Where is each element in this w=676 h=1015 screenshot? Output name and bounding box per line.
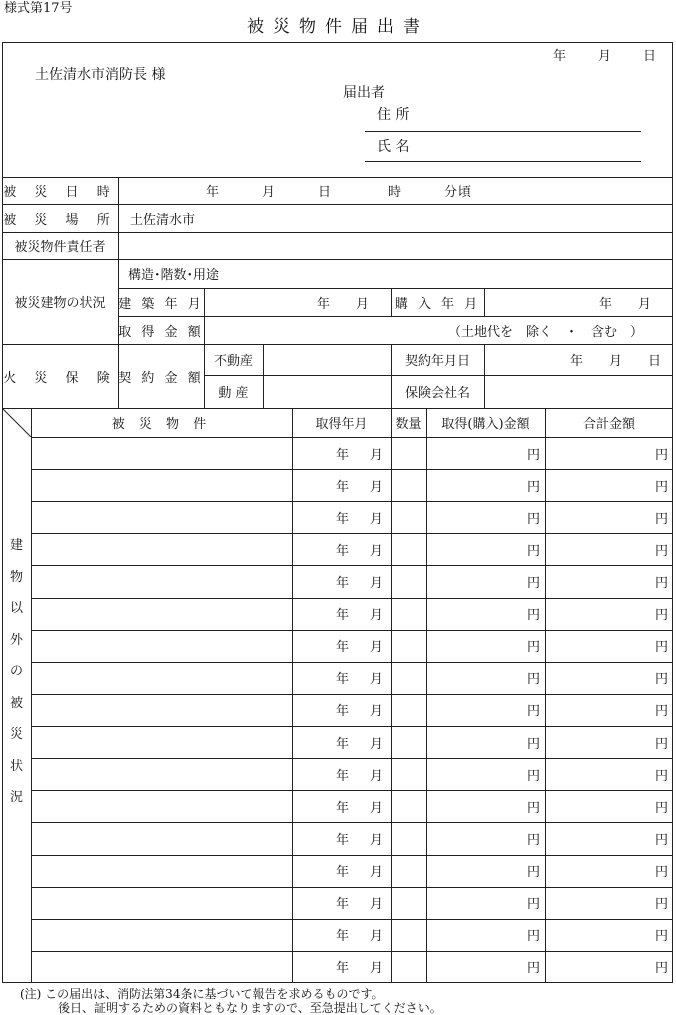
acquired-cell[interactable]: 年 月 bbox=[335, 543, 387, 559]
price-cell[interactable]: 円 bbox=[526, 865, 540, 881]
price-cell[interactable]: 円 bbox=[526, 576, 540, 592]
acquisition-label: 取 得 金 額 bbox=[118, 324, 204, 340]
total-cell[interactable]: 円 bbox=[654, 832, 668, 848]
price-cell[interactable]: 円 bbox=[526, 672, 540, 688]
col-header-item: 被 災 物 件 bbox=[111, 417, 212, 432]
price-cell[interactable]: 円 bbox=[526, 640, 540, 656]
insurer-field[interactable] bbox=[484, 375, 673, 408]
qty-cell[interactable] bbox=[391, 758, 426, 790]
item-name-cell[interactable] bbox=[31, 855, 292, 887]
acquired-cell[interactable]: 年 月 bbox=[335, 800, 387, 816]
price-cell[interactable]: 円 bbox=[526, 608, 540, 624]
col-header-total: 合計金額 bbox=[582, 417, 635, 432]
qty-cell[interactable] bbox=[391, 469, 426, 501]
total-cell[interactable]: 円 bbox=[654, 511, 668, 527]
item-name-cell[interactable] bbox=[31, 662, 292, 694]
purchase-year-label: 購 入 年 月 bbox=[394, 296, 481, 312]
qty-cell[interactable] bbox=[391, 951, 426, 983]
col-header-qty: 数量 bbox=[395, 417, 422, 432]
diagonal-slash bbox=[2, 408, 31, 437]
movable-label: 動 産 bbox=[218, 386, 249, 401]
qty-cell[interactable] bbox=[391, 887, 426, 919]
acquired-cell[interactable]: 年 月 bbox=[335, 897, 387, 913]
contract-date-label: 契約年月日 bbox=[404, 354, 470, 369]
item-name-cell[interactable] bbox=[31, 630, 292, 662]
total-cell[interactable]: 円 bbox=[654, 768, 668, 784]
total-cell[interactable]: 円 bbox=[654, 447, 668, 463]
address-label: 住 所 bbox=[377, 107, 410, 123]
acquired-cell[interactable]: 年 月 bbox=[335, 608, 387, 624]
address-line[interactable] bbox=[365, 131, 641, 132]
page-title: 被災物件届出書 bbox=[247, 17, 429, 37]
col-header-acquired: 取得年月 bbox=[315, 417, 368, 432]
item-name-cell[interactable] bbox=[31, 469, 292, 501]
price-cell[interactable]: 円 bbox=[526, 511, 540, 527]
total-cell[interactable]: 円 bbox=[654, 543, 668, 559]
built-year-label: 建 築 年 月 bbox=[118, 296, 204, 312]
disaster-place-label: 被 災 場 所 bbox=[3, 212, 117, 228]
item-name-cell[interactable] bbox=[31, 726, 292, 758]
item-name-cell[interactable] bbox=[31, 437, 292, 469]
contract-amount-label: 契 約 金 額 bbox=[118, 370, 204, 386]
item-name-cell[interactable] bbox=[31, 919, 292, 951]
contract-date-field[interactable]: 年 月 日 bbox=[569, 354, 661, 369]
name-label: 氏 名 bbox=[377, 139, 410, 155]
insurer-label: 保険会社名 bbox=[404, 386, 470, 401]
total-cell[interactable]: 円 bbox=[654, 576, 668, 592]
total-cell[interactable]: 円 bbox=[654, 736, 668, 752]
built-year-field[interactable]: 年 月 bbox=[316, 296, 369, 312]
item-name-cell[interactable] bbox=[31, 565, 292, 597]
purchase-year-field[interactable]: 年 月 bbox=[598, 296, 651, 312]
acquired-cell[interactable]: 年 月 bbox=[335, 832, 387, 848]
item-name-cell[interactable] bbox=[31, 694, 292, 726]
acquired-cell[interactable]: 年 月 bbox=[335, 961, 387, 977]
responsible-label: 被災物件責任者 bbox=[14, 240, 106, 255]
total-cell[interactable]: 円 bbox=[654, 929, 668, 945]
qty-cell[interactable] bbox=[391, 630, 426, 662]
note-line-2: 後日、証明するための資料ともなりますので、至急提出してください。 bbox=[58, 1001, 442, 1015]
total-cell[interactable]: 円 bbox=[654, 704, 668, 720]
acquired-cell[interactable]: 年 月 bbox=[335, 511, 387, 527]
item-name-cell[interactable] bbox=[31, 598, 292, 630]
qty-cell[interactable] bbox=[391, 919, 426, 951]
qty-cell[interactable] bbox=[391, 598, 426, 630]
price-cell[interactable]: 円 bbox=[526, 543, 540, 559]
item-name-cell[interactable] bbox=[31, 533, 292, 565]
total-cell[interactable]: 円 bbox=[654, 865, 668, 881]
applicant-label: 届出者 bbox=[343, 85, 385, 101]
responsible-field[interactable] bbox=[118, 232, 673, 259]
item-name-cell[interactable] bbox=[31, 790, 292, 822]
side-label: 建 物 以 外 の 被 災 状 況 bbox=[9, 538, 23, 805]
acquisition-field[interactable]: （土地代を 除く ・ 含む ） bbox=[447, 324, 643, 340]
disaster-place-field[interactable]: 土佐清水市 bbox=[130, 212, 196, 228]
total-cell[interactable]: 円 bbox=[654, 608, 668, 624]
total-cell[interactable]: 円 bbox=[654, 672, 668, 688]
col-header-price: 取得(購入)金額 bbox=[441, 417, 530, 432]
acquired-cell[interactable]: 年 月 bbox=[335, 672, 387, 688]
qty-cell[interactable] bbox=[391, 437, 426, 469]
acquired-cell[interactable]: 年 月 bbox=[335, 736, 387, 752]
qty-cell[interactable] bbox=[391, 726, 426, 758]
price-cell[interactable]: 円 bbox=[526, 447, 540, 463]
total-cell[interactable]: 円 bbox=[654, 479, 668, 495]
total-cell[interactable]: 円 bbox=[654, 800, 668, 816]
note-line-1: (注) この届出は、消防法第34条に基づいて報告を求めるものです。 bbox=[20, 987, 384, 1001]
structure-field[interactable]: 構造･階数･用途 bbox=[128, 268, 220, 283]
item-name-cell[interactable] bbox=[31, 887, 292, 919]
qty-cell[interactable] bbox=[391, 790, 426, 822]
qty-cell[interactable] bbox=[391, 855, 426, 887]
insurance-label: 火 災 保 険 bbox=[3, 370, 117, 386]
total-cell[interactable]: 円 bbox=[654, 897, 668, 913]
price-cell[interactable]: 円 bbox=[526, 961, 540, 977]
qty-cell[interactable] bbox=[391, 533, 426, 565]
disaster-datetime-field[interactable]: 年 月 日 時 分頃 bbox=[206, 185, 473, 200]
acquired-cell[interactable]: 年 月 bbox=[335, 865, 387, 881]
total-cell[interactable]: 円 bbox=[654, 961, 668, 977]
qty-cell[interactable] bbox=[391, 501, 426, 533]
qty-cell[interactable] bbox=[391, 694, 426, 726]
acquired-cell[interactable]: 年 月 bbox=[335, 576, 387, 592]
form-number: 様式第17号 bbox=[4, 1, 73, 16]
item-name-cell[interactable] bbox=[31, 951, 292, 983]
movable-amount-field[interactable] bbox=[263, 375, 391, 408]
price-cell[interactable]: 円 bbox=[526, 768, 540, 784]
acquired-cell[interactable]: 年 月 bbox=[335, 479, 387, 495]
acquired-cell[interactable]: 年 月 bbox=[335, 640, 387, 656]
item-name-cell[interactable] bbox=[31, 822, 292, 854]
real-estate-amount-field[interactable] bbox=[263, 344, 391, 375]
submission-date-field[interactable]: 年 月 日 bbox=[553, 49, 659, 64]
price-cell[interactable]: 円 bbox=[526, 800, 540, 816]
total-cell[interactable]: 円 bbox=[654, 640, 668, 656]
price-cell[interactable]: 円 bbox=[526, 832, 540, 848]
acquired-cell[interactable]: 年 月 bbox=[335, 447, 387, 463]
item-name-cell[interactable] bbox=[31, 758, 292, 790]
acquired-cell[interactable]: 年 月 bbox=[335, 929, 387, 945]
addressee: 土佐清水市消防長 様 bbox=[35, 67, 166, 83]
price-cell[interactable]: 円 bbox=[526, 929, 540, 945]
qty-cell[interactable] bbox=[391, 662, 426, 694]
price-cell[interactable]: 円 bbox=[526, 704, 540, 720]
item-name-cell[interactable] bbox=[31, 501, 292, 533]
building-status-label: 被災建物の状況 bbox=[14, 296, 106, 311]
price-cell[interactable]: 円 bbox=[526, 736, 540, 752]
acquired-cell[interactable]: 年 月 bbox=[335, 768, 387, 784]
disaster-datetime-label: 被 災 日 時 bbox=[3, 185, 117, 200]
name-line[interactable] bbox=[365, 161, 641, 162]
qty-cell[interactable] bbox=[391, 565, 426, 597]
price-cell[interactable]: 円 bbox=[526, 479, 540, 495]
real-estate-label: 不動産 bbox=[213, 354, 253, 369]
price-cell[interactable]: 円 bbox=[526, 897, 540, 913]
qty-cell[interactable] bbox=[391, 822, 426, 854]
acquired-cell[interactable]: 年 月 bbox=[335, 704, 387, 720]
